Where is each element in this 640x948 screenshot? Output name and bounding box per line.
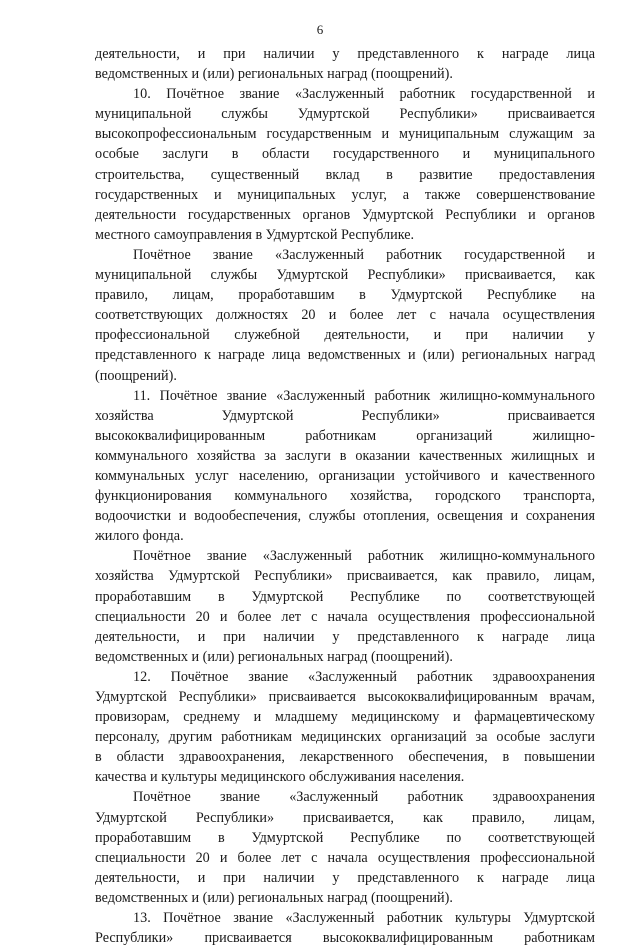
text-line: специальности 20 и более лет с начала осуществления профессиональной — [95, 849, 595, 866]
text-line: специальности 20 и более лет с начала осуществления профессиональной — [95, 608, 595, 625]
text-line: государственных и муниципальных услуг, а также совершенствование — [95, 186, 595, 203]
text-line: деятельности, и при наличии у представленного к награде лица — [95, 628, 595, 645]
text-line: функционирования коммунального хозяйства, городского транспорта, — [95, 488, 595, 505]
text-line: ведомственных и (или) региональных наград (поощрений). — [95, 648, 453, 665]
document-body — [95, 44, 595, 948]
text-line: строительства, существенный вклад в развитие предоставления — [95, 166, 595, 183]
text-line: коммунального хозяйства за заслуги в оказании качественных жилищных и — [95, 447, 595, 464]
text-line: Удмуртской Республики» присваивается, как правило, лицам, — [95, 809, 595, 826]
text-line: деятельности, и при наличии у представленного к награде лица — [95, 869, 595, 886]
text-line: водоочистки и водообеспечения, службы отопления, освещения и сохранения — [95, 508, 595, 525]
text-line: особые заслуги в области государственного и муниципального — [95, 146, 595, 163]
text-line: Республики» присваивается высококвалифицированным работникам — [95, 930, 595, 947]
text-line: коммунальных услуг населению, организации устойчивого и качественного — [95, 467, 595, 484]
text-line: хозяйства Удмуртской Республики» присваивается — [95, 407, 595, 424]
text-line: правило, лицам, проработавшим в Удмуртской Республике на — [95, 287, 595, 304]
text-line: Удмуртской Республики» присваивается высококвалифицированным врачам, — [95, 689, 595, 705]
text-line: ведомственных и (или) региональных наград (поощрений). — [95, 889, 453, 906]
text-line: высокопрофессиональным государственным и муниципальным служащим за — [95, 126, 595, 143]
page-number: 6 — [316, 22, 324, 37]
text-line: качества и культуры медицинского обслуживания населения. — [95, 769, 465, 786]
text-line: в области здравоохранения, лекарственного обеспечения, в повышении — [95, 749, 595, 766]
text-line: профессиональной служебной деятельности, и при наличии у — [95, 327, 595, 344]
text-line: представленного к награде лица ведомственных и (или) региональных наград — [95, 347, 595, 364]
text-line: муниципальной службы Удмуртской Республики» присваивается — [95, 106, 595, 123]
text-line: Почётное звание «Заслуженный работник государственной и — [133, 246, 595, 263]
text-line: 11. Почётное звание «Заслуженный работник жилищно-коммунального — [133, 387, 595, 404]
text-line: соответствующих должностях 20 и более лет с начала осуществления — [95, 307, 595, 324]
text-line: персоналу, другим работникам медицинских организаций за особые заслуги — [95, 729, 595, 746]
text-line: проработавшим в Удмуртской Республике по соответствующей — [95, 829, 595, 846]
text-line: проработавшим в Удмуртской Республике по соответствующей — [95, 588, 595, 605]
text-line: ведомственных и (или) региональных наград (поощрений). — [95, 66, 453, 83]
text-line: деятельности государственных органов Удмуртской Республики и органов — [95, 206, 595, 223]
text-line: муниципальной службы Удмуртской Республики» присваивается, как — [95, 267, 595, 284]
text-line: 13. Почётное звание «Заслуженный работник культуры Удмуртской — [133, 910, 595, 927]
text-line: Почётное звание «Заслуженный работник жилищно-коммунального — [133, 548, 595, 565]
text-line: высококвалифицированным работникам организаций жилищно- — [95, 427, 595, 444]
text-line: деятельности, и при наличии у представленного к награде лица — [95, 46, 595, 62]
text-line: (поощрений). — [95, 367, 177, 384]
text-line: хозяйства Удмуртской Республики» присваивается, как правило, лицам, — [95, 568, 595, 585]
text-line: 12. Почётное звание «Заслуженный работник здравоохранения — [133, 668, 595, 685]
text-line: Почётное звание «Заслуженный работник здравоохранения — [133, 789, 595, 806]
text-line: провизорам, среднему и младшему медицинскому и фармацевтическому — [95, 709, 595, 726]
text-line: 10. Почётное звание «Заслуженный работник государственной и — [133, 86, 595, 103]
text-line: местного самоуправления в Удмуртской Республике. — [95, 226, 415, 243]
text-line: жилого фонда. — [95, 528, 184, 545]
